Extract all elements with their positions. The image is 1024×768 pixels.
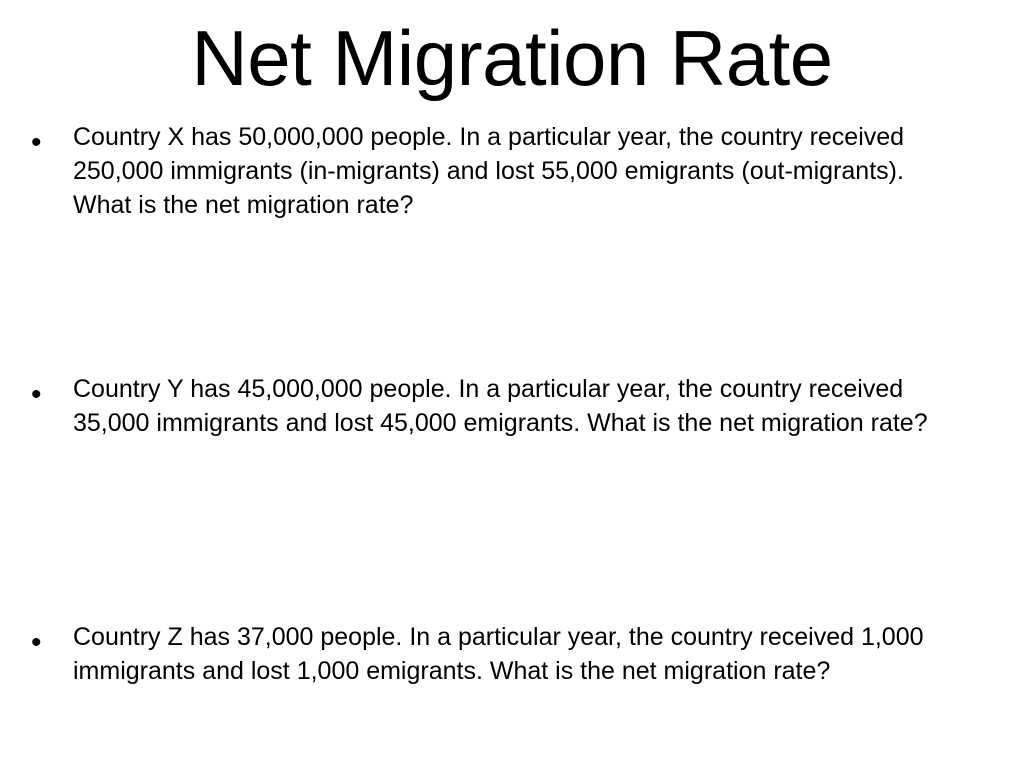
question-text: Country X has 50,000,000 people. In a particular year, the country received 250,000 immigrants (in-migrants) and lost 55,000 emigrants (out-migrants). What is the net migration rate? (73, 123, 905, 219)
bullet-point: • (31, 626, 42, 659)
bullet-point: • (31, 126, 42, 159)
slide-title: Net Migration Rate (191, 14, 833, 102)
question-text: Country Z has 37,000 people. In a particular year, the country received 1,000 immigrants and lost 1,000 emigrants. What is the net migration rate? (73, 623, 924, 685)
bullet-point: • (31, 378, 42, 411)
question-text: Country Y has 45,000,000 people. In a particular year, the country received 35,000 immigrants and lost 45,000 emigrants. What is the net migration rate? (73, 375, 928, 437)
